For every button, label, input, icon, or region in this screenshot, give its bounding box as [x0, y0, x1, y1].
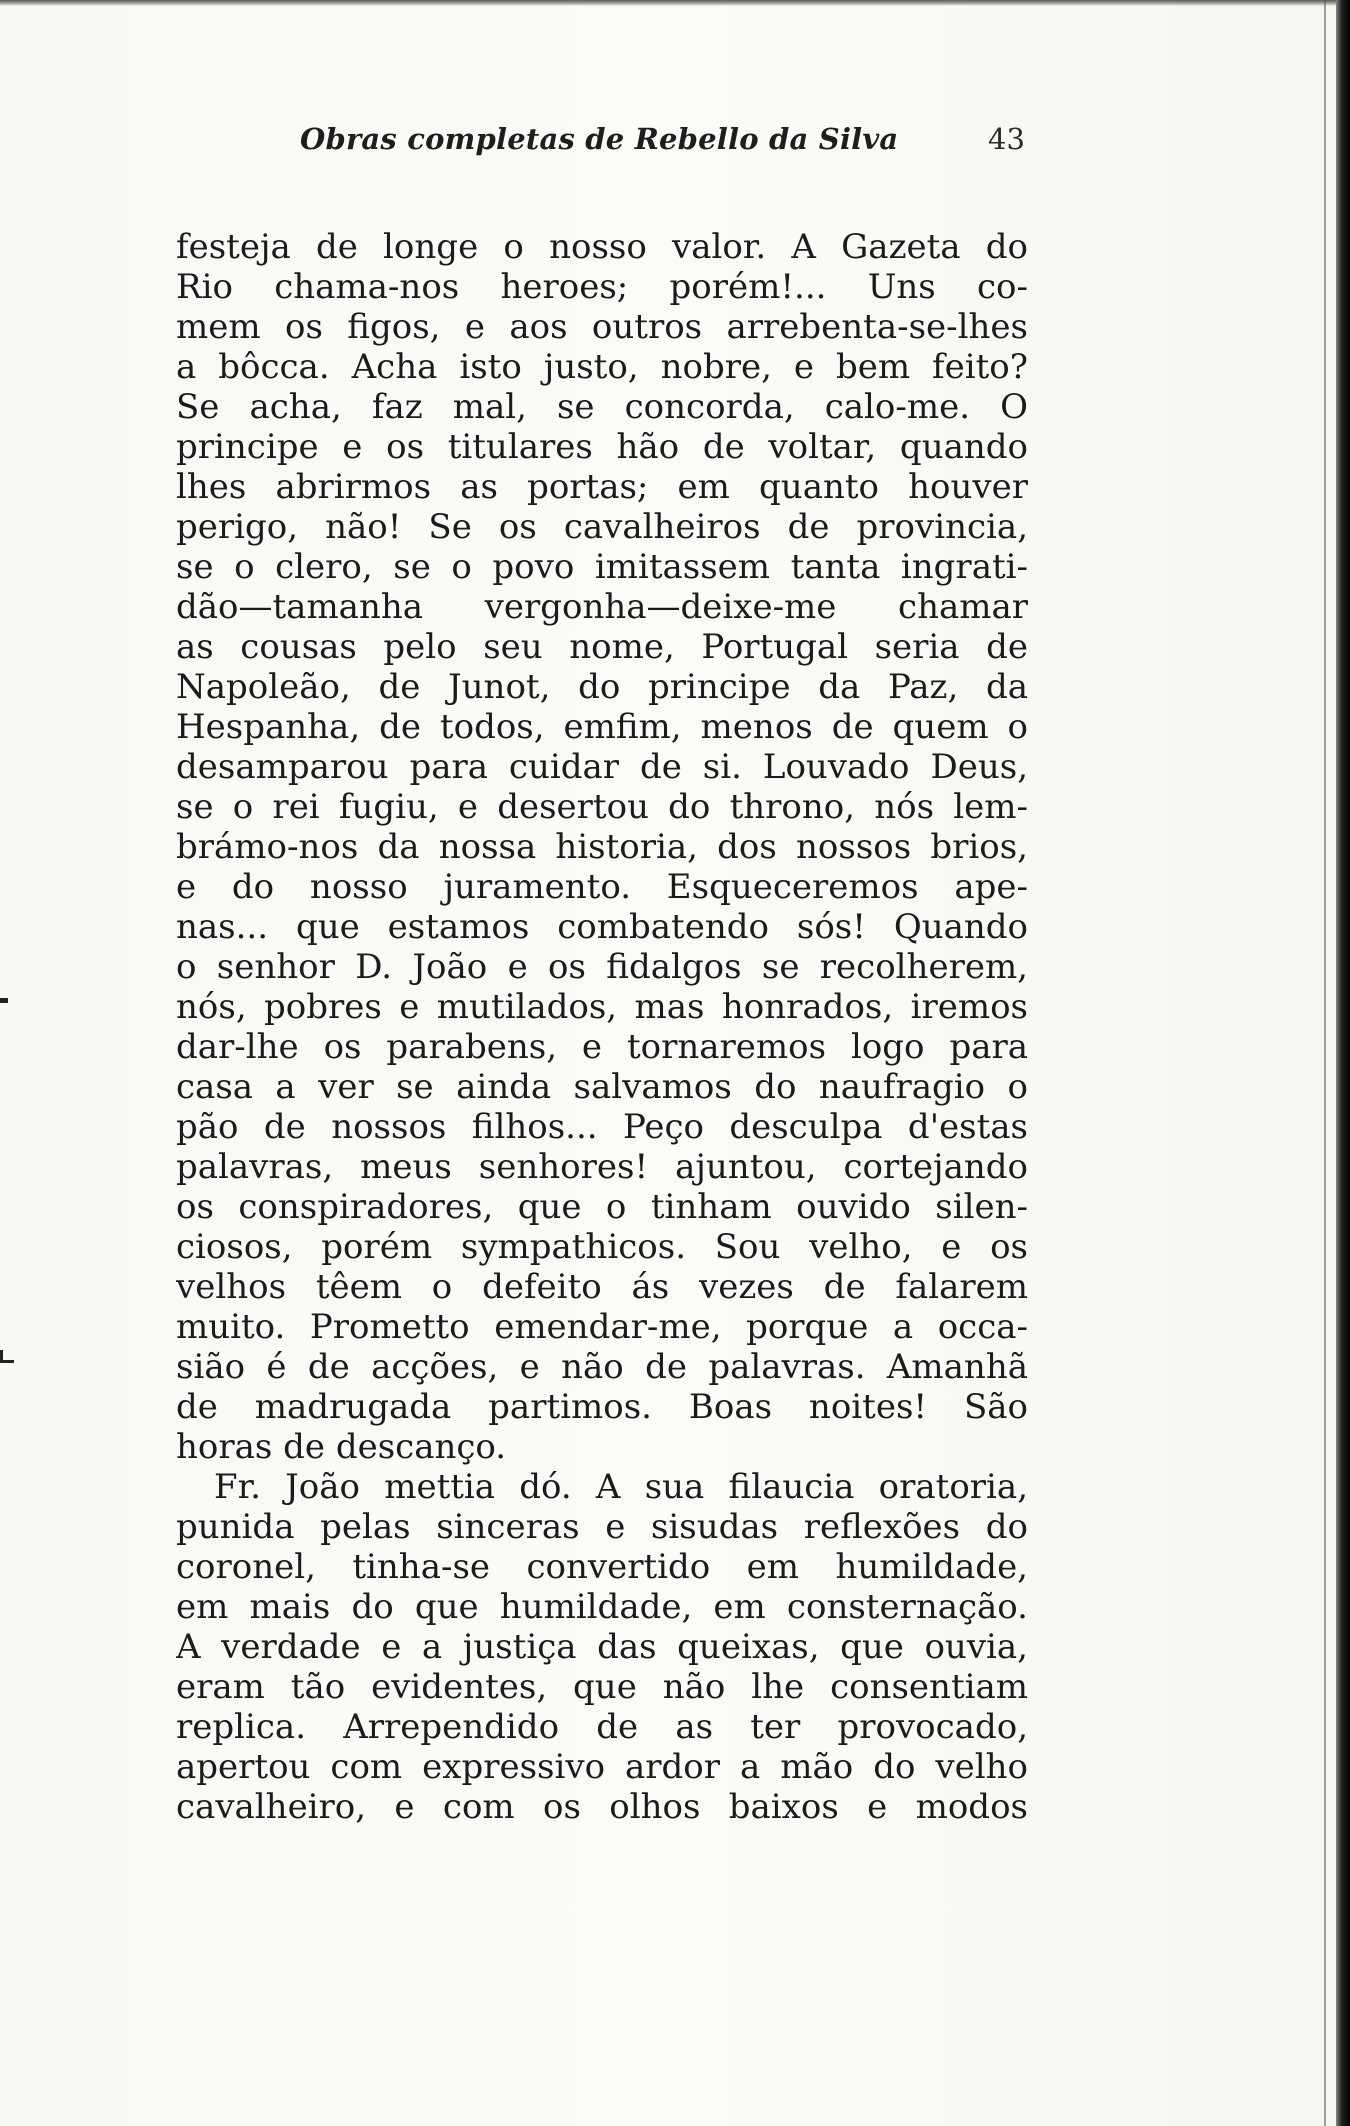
scan-top-edge — [0, 0, 1350, 6]
text-line: lhes abrirmos as portas; em quanto houver — [176, 467, 1028, 507]
text-line: a bôcca. Acha isto justo, nobre, e bem feito? — [176, 347, 1028, 387]
text-line: ciosos, porém sympathicos. Sou velho, e os — [176, 1227, 1028, 1267]
text-line: principe e os titulares hão de voltar, quando — [176, 427, 1028, 467]
text-line: sião é de acções, e não de palavras. Amanhã — [176, 1347, 1028, 1387]
text-line: as cousas pelo seu nome, Portugal seria de — [176, 627, 1028, 667]
text-line: festeja de longe o nosso valor. A Gazeta do — [176, 227, 1028, 267]
text-line: dão—tamanha vergonha—deixe-me chamar — [176, 587, 1028, 627]
text-line: pão de nossos filhos... Peço desculpa d'estas — [176, 1107, 1028, 1147]
text-line: o senhor D. João e os fidalgos se recolherem, — [176, 947, 1028, 987]
page-binding-edge — [1336, 0, 1350, 2126]
text-line: punida pelas sinceras e sisudas reflexões do — [176, 1507, 1028, 1547]
text-line-paragraph-end: horas de descanço. — [176, 1427, 507, 1467]
text-line: nós, pobres e mutilados, mas honrados, iremos — [176, 987, 1028, 1027]
text-line: de madrugada partimos. Boas noites! São — [176, 1387, 1028, 1427]
text-line: perigo, não! Se os cavalheiros de provincia, — [176, 507, 1028, 547]
text-line: cavalheiro, e com os olhos baixos e modos — [176, 1787, 1028, 1827]
text-line: nas... que estamos combatendo sós! Quando — [176, 907, 1028, 947]
text-line: casa a ver se ainda salvamos do naufragio o — [176, 1067, 1028, 1107]
text-line: Se acha, faz mal, se concorda, calo-me. O — [176, 387, 1028, 427]
text-line: desamparou para cuidar de si. Louvado Deus, — [176, 747, 1028, 787]
running-title: Obras completas de Rebello da Silva — [300, 122, 899, 156]
text-line: Napoleão, de Junot, do principe da Paz, da — [176, 667, 1028, 707]
text-line: se o rei fugiu, e desertou do throno, nós lem- — [176, 787, 1028, 827]
text-line: A verdade e a justiça das queixas, que ouvia, — [176, 1627, 1028, 1667]
text-line: apertou com expressivo ardor a mão do velho — [176, 1747, 1028, 1787]
text-line: os conspiradores, que o tinham ouvido silen- — [176, 1187, 1028, 1227]
text-line: dar-lhe os parabens, e tornaremos logo para — [176, 1027, 1028, 1067]
running-head — [0, 122, 1350, 162]
text-line: coronel, tinha-se convertido em humildade, — [176, 1547, 1028, 1587]
text-line: mem os figos, e aos outros arrebenta-se-lhes — [176, 307, 1028, 347]
text-line: Hespanha, de todos, emfim, menos de quem o — [176, 707, 1028, 747]
page-edge-shadow — [1324, 0, 1326, 2126]
text-line: replica. Arrependido de as ter provocado, — [176, 1707, 1028, 1747]
text-line-paragraph-start: Fr. João mettia dó. A sua filaucia oratoria, — [214, 1467, 1028, 1507]
margin-mark — [0, 998, 8, 1003]
text-line: brámo-nos da nossa historia, dos nossos brios, — [176, 827, 1028, 867]
text-line: se o clero, se o povo imitassem tanta ingrati- — [176, 547, 1028, 587]
page-number: 43 — [988, 122, 1025, 156]
text-line: em mais do que humildade, em consternação. — [176, 1587, 1028, 1627]
text-line: eram tão evidentes, que não lhe consentiam — [176, 1667, 1028, 1707]
margin-mark — [0, 1350, 3, 1362]
text-line: velhos têem o defeito ás vezes de falarem — [176, 1267, 1028, 1307]
text-line: palavras, meus senhores! ajuntou, cortejando — [176, 1147, 1028, 1187]
text-line: Rio chama-nos heroes; porém!... Uns co- — [176, 267, 1028, 307]
text-line: muito. Prometto emendar-me, porque a occa- — [176, 1307, 1028, 1347]
text-line: e do nosso juramento. Esqueceremos ape- — [176, 867, 1028, 907]
body-text — [176, 227, 1028, 1827]
